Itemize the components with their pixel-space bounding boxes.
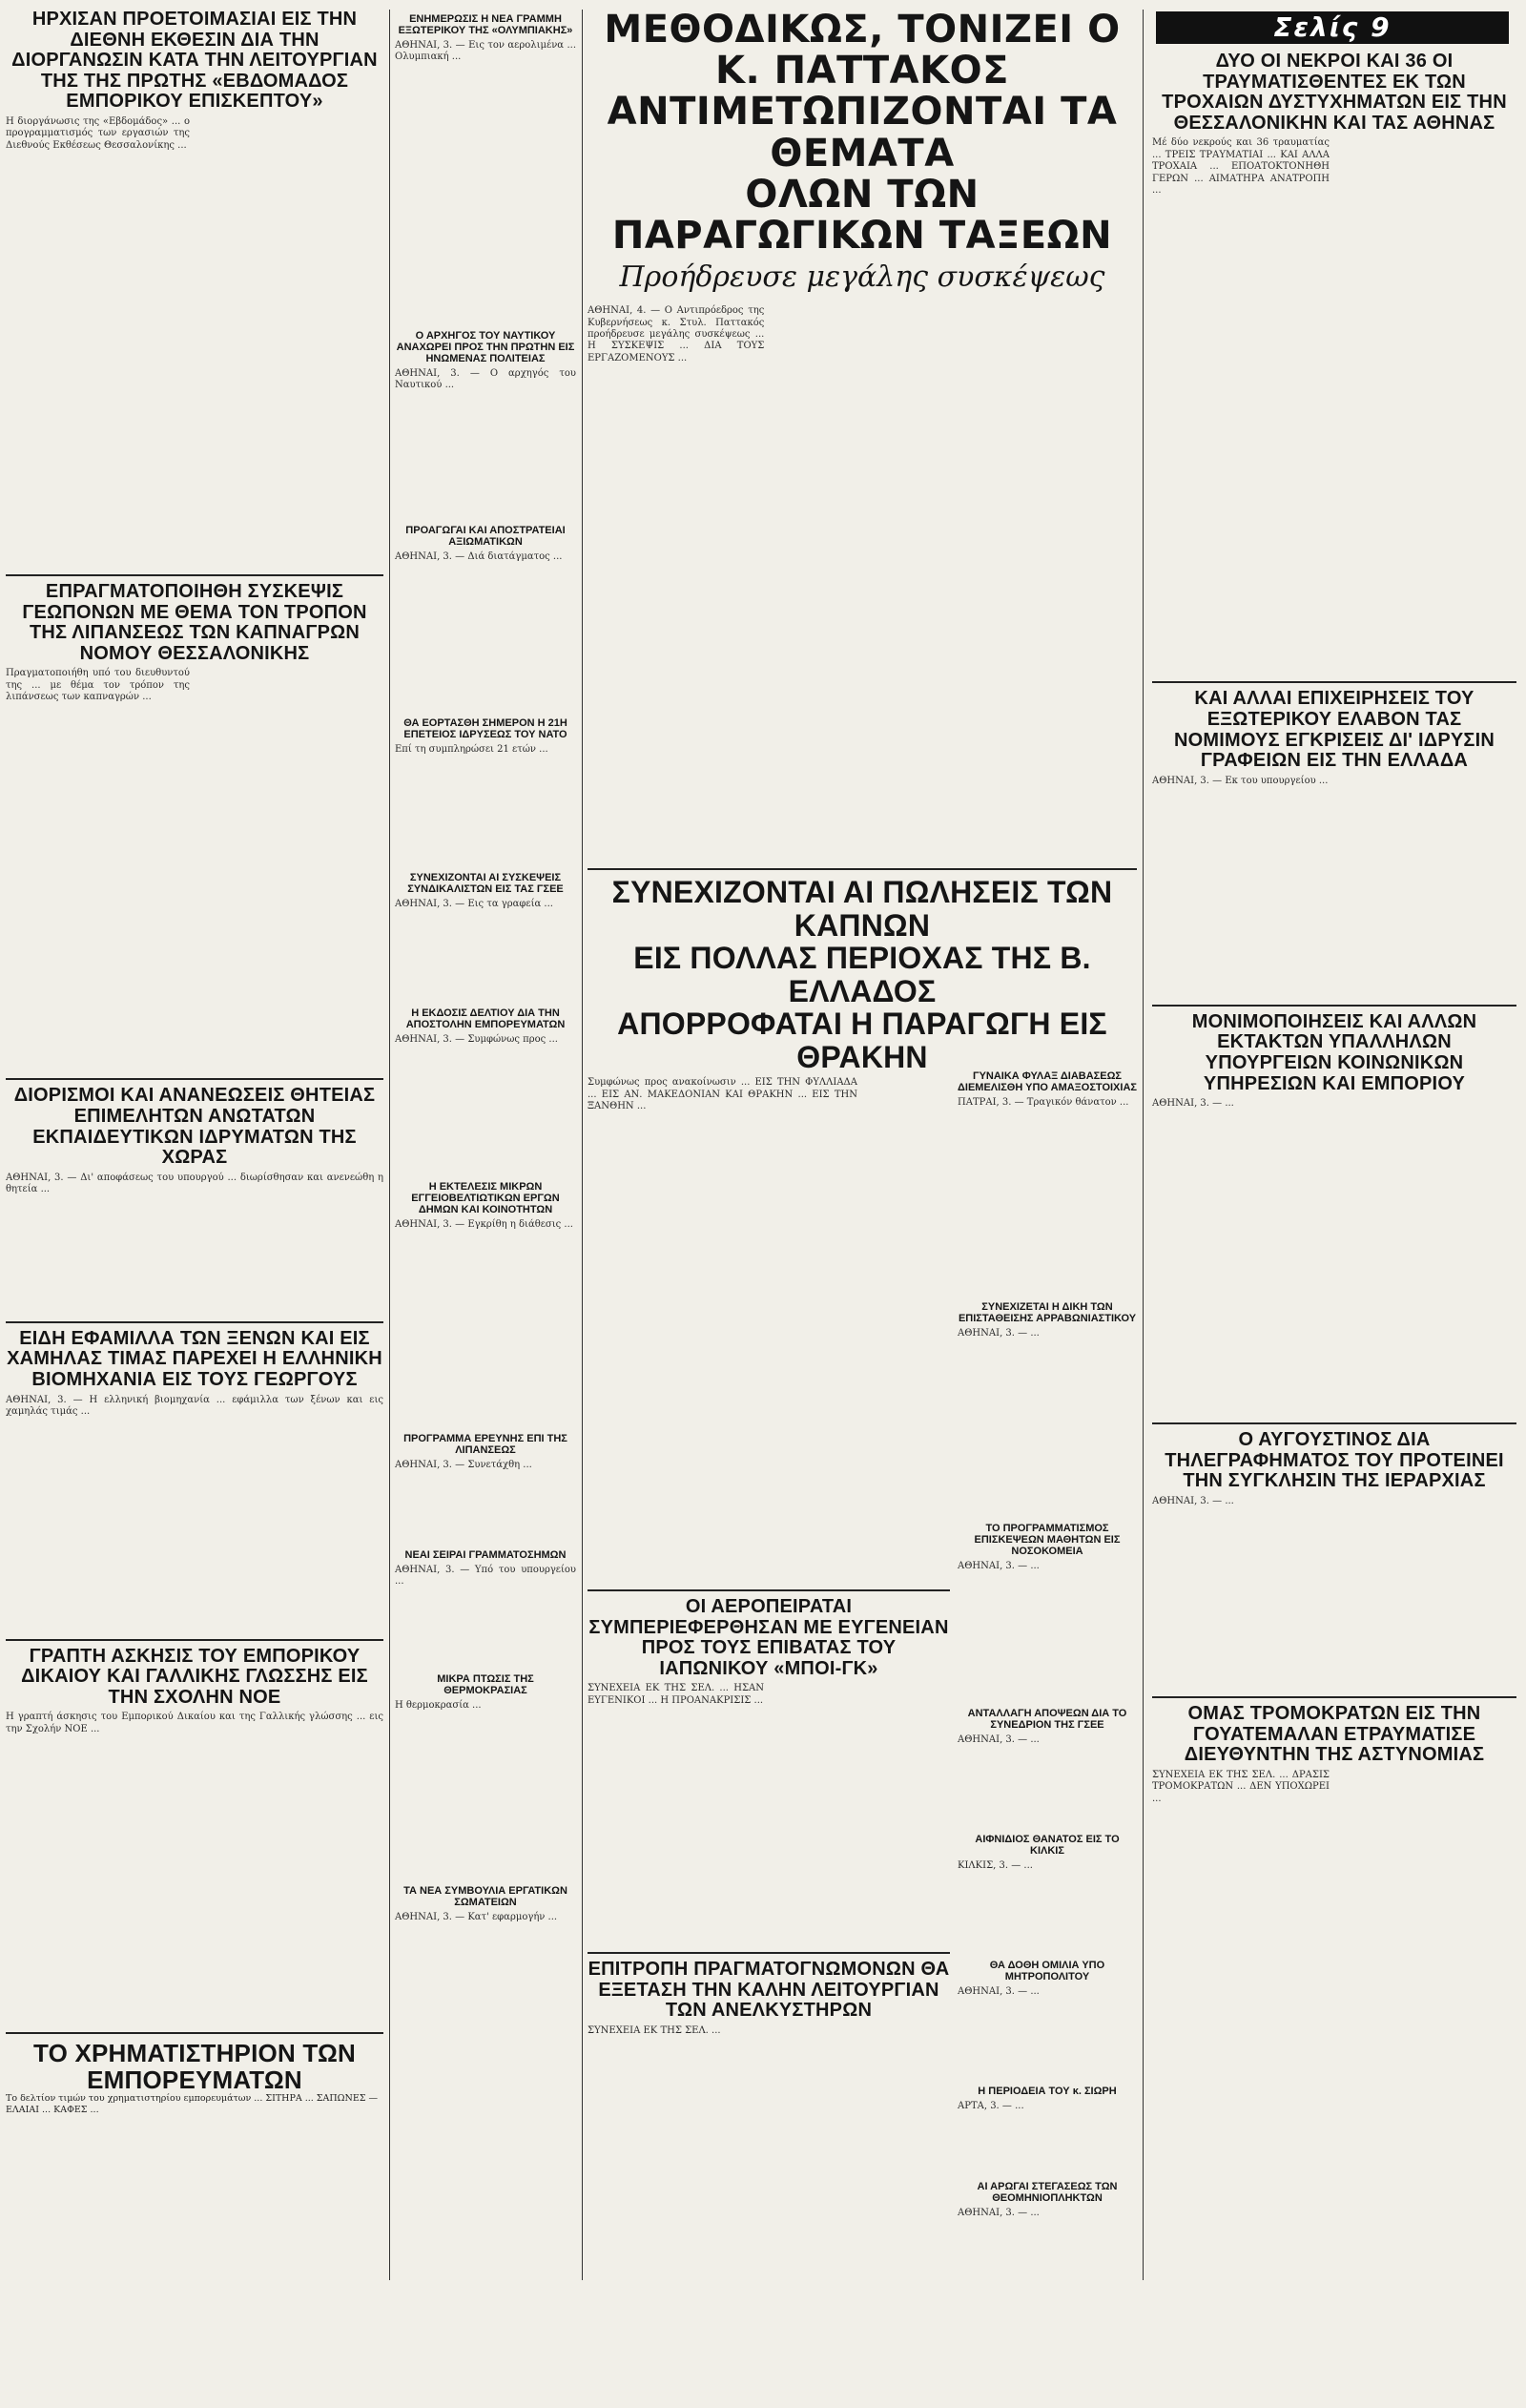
elevator-story xyxy=(588,1946,950,2287)
brief-text: Επί τη συμπληρώσει 21 ετών ... xyxy=(395,744,548,755)
article-headline: ΕΠΡΑΓΜΑΤΟΠΟΙΗΘΗ ΣΥΣΚΕΨΙΣ ΓΕΩΠΟΝΩΝ ΜΕ ΘΕΜΑ ΤΟΝ ΤΡΟΠΟΝ ΤΗΣ ΛΙΠΑΝΣΕΩΣ ΤΩΝ ΚΑΠΝΑΓΡΩΝ ΝΟΜΟΥ ΘΕΣΣΑΛΟΝΙΚΗΣ xyxy=(22,580,367,664)
brief-text: ΑΘΗΝΑΙ, 3. — ... xyxy=(958,1561,1040,1571)
brief-text: ΑΘΗΝΑΙ, 3. — ... xyxy=(958,1986,1040,1997)
lead-headline-line-2: ΑΝΤΙΜΕΤΩΠΙΖΟΝΤΑΙ ΤΑ ΘΕΜΑΤΑ xyxy=(607,90,1118,176)
lead-story xyxy=(588,10,1137,967)
article-text: Πραγματοποιήθη υπό του διευθυντού της ... με θέμα τον τρόπον της λιπάνσεως των καπναγρών ... xyxy=(6,668,190,703)
article-text xyxy=(199,116,383,565)
brief-text: ΑΘΗΝΑΙ, 3. — Εις τον αερολιμένα ... Ολυμπιακή ... xyxy=(395,40,576,63)
article-text: Η διοργάνωσις της «Εβδομάδος» ... ο προγραμματισμός των εργασιών της Διεθνούς Εκθέσεως Θεσσαλονίκης ... xyxy=(6,115,190,151)
elevator-text: ΣΥΝΕΧΕΙΑ ΕΚ ΤΗΣ ΣΕΛ. ... xyxy=(588,2024,721,2036)
brief-text: ΑΘΗΝΑΙ, 3. — ... xyxy=(958,1328,1040,1339)
brief-headline: ΝΕΑΙ ΣΕΙΡΑΙ ΓΡΑΜΜΑΤΟΣΗΜΩΝ xyxy=(404,1549,567,1561)
tobacco-headline-2: ΕΙΣ ΠΟΛΛΑΣ ΠΕΡΙΟΧΑΣ ΤΗΣ Β. ΕΛΛΑΔΟΣ xyxy=(633,941,1091,1008)
article-headline: ΜΟΝΙΜΟΠΟΙΗΣΕΙΣ ΚΑΙ ΑΛΛΩΝ ΕΚΤΑΚΤΩΝ ΥΠΑΛΛΗΛΩΝ ΥΠΟΥΡΓΕΙΩΝ ΚΟΙΝΩΝΙΚΩΝ ΥΠΗΡΕΣΙΩΝ ΚΑΙ ΕΜΠΟΡΙΟΥ xyxy=(1191,1010,1477,1094)
brief-headline: ΠΡΟΓΡΑΜΜΑ ΕΡΕΥΝΗΣ ΕΠΙ ΤΗΣ ΛΙΠΑΝΣΕΩΣ xyxy=(403,1433,567,1456)
tobacco-headline-3: ΑΠΟΡΡΟΦΑΤΑΙ Η ΠΑΡΑΓΩΓΗ ΕΙΣ ΘΡΑΚΗΝ xyxy=(617,1007,1107,1074)
lead-headline-line-3: ΟΛΩΝ ΤΩΝ ΠΑΡΑΓΩΓΙΚΩΝ ΤΑΞΕΩΝ xyxy=(611,172,1113,258)
brief-text: ΑΘΗΝΑΙ, 3. — Ο αρχηγός του Ναυτικού ... xyxy=(395,368,576,391)
elevator-text xyxy=(773,2025,950,2283)
column-rule xyxy=(582,10,583,2280)
hijack-story xyxy=(588,1584,950,1963)
article-text xyxy=(199,668,383,1069)
brief-text: ΑΘΗΝΑΙ, 3. — Συνετάχθη ... xyxy=(395,1460,532,1470)
article-headline: ΕΙΔΗ ΕΦΑΜΙΛΛΑ ΤΩΝ ΞΕΝΩΝ ΚΑΙ ΕΙΣ ΧΑΜΗΛΑΣ ΤΙΜΑΣ ΠΑΡΕΧΕΙ Η ΕΛΛΗΝΙΚΗ ΒΙΟΜΗΧΑΝΙΑ ΕΙΣ ΤΟΥΣ ΓΕΩΡΓΟΥΣ xyxy=(7,1327,382,1390)
brief-text: ΑΡΤΑ, 3. — ... xyxy=(958,2101,1024,2111)
brief-text: ΑΘΗΝΑΙ, 3. — Κατ' εφαρμογήν ... xyxy=(395,1912,558,1922)
lead-headline-line-1: ΜΕΘΟΔΙΚΩΣ, ΤΟΝΙΖΕΙ Ο Κ. ΠΑΤΤΑΚΟΣ xyxy=(604,8,1121,93)
brief-text: ΑΘΗΝΑΙ, 3. — ... xyxy=(958,2208,1040,2218)
column-rule xyxy=(389,10,390,2280)
lead-text: ΑΘΗΝΑΙ, 4. — Ο Αντιπρόεδρος της Κυβερνήσεως κ. Στυλ. Παττακός προήδρευσε μεγάλης συσκέψεως ... Η ΣΥΣΚΕΨΙΣ ... ΔΙΑ ΤΟΥΣ ΕΡΓΑΖΟΜΕΝΟΥΣ ... xyxy=(588,305,765,363)
article-headline: ΔΙΟΡΙΣΜΟΙ ΚΑΙ ΑΝΑΝΕΩΣΕΙΣ ΘΗΤΕΙΑΣ ΕΠΙΜΕΛΗΤΩΝ ΑΝΩΤΑΤΩΝ ΕΚΠΑΙΔΕΥΤΙΚΩΝ ΙΔΡΥΜΑΤΩΝ ΤΗΣ ΧΩΡΑΣ xyxy=(13,1085,376,1169)
article-text: ΑΘΗΝΑΙ, 3. — Η ελληνική βιομηχανία ... εφάμιλλα των ξένων και εις χαμηλάς τιμάς ... xyxy=(6,1394,383,1417)
hijack-text xyxy=(773,1683,950,1960)
article-text xyxy=(1339,776,1516,995)
tobacco-text: Συμφώνως προς ανακοίνωσιν ... ΕΙΣ ΤΗΝ ΦΥΛΛΙΑΔΑ ... ΕΙΣ ΑΝ. ΜΑΚΕΔΟΝΙΑΝ ΚΑΙ ΘΡΑΚΗΝ ... ΕΙΣ ΤΗΝ ΞΑΝΘΗΝ ... xyxy=(588,1077,857,1112)
brief-headline: Η ΕΚΤΕΛΕΣΙΣ ΜΙΚΡΩΝ ΕΓΓΕΙΟΒΕΛΤΙΩΤΙΚΩΝ ΕΡΓΩΝ ΔΗΜΩΝ ΚΑΙ ΚΟΙΝΟΤΗΤΩΝ xyxy=(411,1181,560,1215)
brief-headline: Η ΠΕΡΙΟΔΕΙΑ ΤΟΥ κ. ΣΙΩΡΗ xyxy=(978,2086,1117,2097)
brief-text: ΠΑΤΡΑΙ, 3. — Τραγικόν θάνατον ... xyxy=(958,1097,1129,1108)
brief-headline: ΕΝΗΜΕΡΩΣΙΣ Η ΝΕΑ ΓΡΑΜΜΗ ΕΞΩΤΕΡΙΚΟΥ ΤΗΣ «ΟΛΥΜΠΙΑΚΗΣ» xyxy=(398,13,573,36)
brief-headline: ΑΙΦΝΙΔΙΟΣ ΘΑΝΑΤΟΣ ΕΙΣ ΤΟ ΚΙΛΚΙΣ xyxy=(975,1834,1120,1857)
brief-headline: ΤΑ ΝΕΑ ΣΥΜΒΟΥΛΙΑ ΕΡΓΑΤΙΚΩΝ ΣΩΜΑΤΕΙΩΝ xyxy=(403,1885,567,1908)
brief-headline: ΤΟ ΠΡΟΓΡΑΜΜΑΤΙΣΜΟΣ ΕΠΙΣΚΕΨΕΩΝ ΜΑΘΗΤΩΝ ΕΙΣ ΝΟΣΟΚΟΜΕΙΑ xyxy=(974,1523,1121,1557)
hijack-text: ΣΥΝΕΧΕΙΑ ΕΚ ΤΗΣ ΣΕΛ. ... ΗΣΑΝ ΕΥΓΕΝΙΚΟΙ ... Η ΠΡΟΑΝΑΚΡΙΣΙΣ ... xyxy=(588,1683,764,1706)
briefs-column-right xyxy=(958,1067,1137,2326)
article-text: ΑΘΗΝΑΙ, 3. — Εκ του υπουργείου ... xyxy=(1152,775,1329,786)
brief-headline: ΓΥΝΑΙΚΑ ΦΥΛΑΞ ΔΙΑΒΑΣΕΩΣ ΔΙΕΜΕΛΙΣΘΗ ΥΠΟ ΑΜΑΞΟΣΤΟΙΧΙΑΣ xyxy=(958,1070,1137,1093)
tobacco-headline-1: ΣΥΝΕΧΙΖΟΝΤΑΙ ΑΙ ΠΩΛΗΣΕΙΣ ΤΩΝ ΚΑΠΝΩΝ xyxy=(611,875,1113,943)
brief-headline: ΑΙ ΑΡΩΓΑΙ ΣΤΕΓΑΣΕΩΣ ΤΩΝ ΘΕΟΜΗΝΙΟΠΛΗΚΤΩΝ xyxy=(977,2181,1118,2204)
lead-subheadline: Προήδρευσε μεγάλης συσκέψεως xyxy=(619,260,1105,295)
article-text: Μέ δύο νεκρούς και 36 τραυματίας ... ΤΡΕΙΣ ΤΡΑΥΜΑΤΙΑΙ ... ΚΑΙ ΑΛΛΑ ΤΡΟΧΑΙΑ ... ΕΠΟΑΤΟΚΤΟΝΗΘΗ ΓΕΡΩΝ ... ΑΙΜΑΤΗΡΑ ΑΝΑΤΡΟΠΗ ... xyxy=(1152,137,1330,196)
brief-headline: ΑΝΤΑΛΛΑΓΗ ΑΠΟΨΕΩΝ ΔΙΑ ΤΟ ΣΥΝΕΔΡΙΟΝ ΤΗΣ ΓΣΕΕ xyxy=(967,1708,1127,1731)
article-text: ΑΘΗΝΑΙ, 3. — Δι' αποφάσεως του υπουργού ... διωρίσθησαν και ανενεώθη η θητεία ... xyxy=(6,1172,383,1195)
article-text: Η γραπτή άσκησις του Εμπορικού Δικαίου και της Γαλλικής γλώσσης ... εις την Σχολήν ΝΟΕ ... xyxy=(6,1712,383,1734)
hijack-headline: ΟΙ ΑΕΡΟΠΕΙΡΑΤΑΙ ΣΥΜΠΕΡΙΕΦΕΡΘΗΣΑΝ ΜΕ ΕΥΓΕΝΕΙΑΝ ΠΡΟΣ ΤΟΥΣ ΕΠΙΒΑΤΑΣ ΤΟΥ ΙΑΠΩΝΙΚΟΥ «ΜΠΟΙ-ΓΚ» xyxy=(588,1596,949,1679)
right-column xyxy=(1152,52,1516,2212)
brief-headline: ΣΥΝΕΧΙΖΟΝΤΑΙ ΑΙ ΣΥΣΚΕΨΕΙΣ ΣΥΝΔΙΚΑΛΙΣΤΩΝ ΕΙΣ ΤΑΣ ΓΣΕΕ xyxy=(407,872,564,895)
brief-headline: ΘΑ ΔΟΘΗ ΟΜΙΛΙΑ ΥΠΟ ΜΗΤΡΟΠΟΛΙΤΟΥ xyxy=(989,1960,1105,1982)
brief-headline: ΣΥΝΕΧΙΖΕΤΑΙ Η ΔΙΚΗ ΤΩΝ ΕΠΙΣΤΑΘΕΙΣΗΣ ΑΡΡΑΒΩΝΙΑΣΤΙΚΟΥ xyxy=(958,1301,1137,1324)
brief-text: ΑΘΗΝΑΙ, 3. — ... xyxy=(958,1734,1040,1745)
article-headline: ΚΑΙ ΑΛΛΑΙ ΕΠΙΧΕΙΡΗΣΕΙΣ ΤΟΥ ΕΞΩΤΕΡΙΚΟΥ ΕΛΑΒΟΝ ΤΑΣ ΝΟΜΙΜΟΥΣ ΕΓΚΡΙΣΕΙΣ ΔΙ' ΙΔΡΥΣΙΝ ΓΡΑΦΕΙΩΝ ΕΙΣ ΤΗΝ ΕΛΛΑΔΑ xyxy=(1173,688,1495,772)
article-text xyxy=(1339,1770,1516,2209)
brief-headline: ΜΙΚΡΑ ΠΤΩΣΙΣ ΤΗΣ ΘΕΡΜΟΚΡΑΣΙΑΣ xyxy=(437,1673,534,1696)
left-column xyxy=(6,10,383,2408)
page-section-label: Σελίς 9 xyxy=(1156,11,1509,44)
brief-text: ΚΙΛΚΙΣ, 3. — ... xyxy=(958,1860,1033,1871)
article-text: ΑΘΗΝΑΙ, 3. — ... xyxy=(1152,1098,1234,1110)
brief-headline: Η ΕΚΔΟΣΙΣ ΔΕΛΤΙΟΥ ΔΙΑ ΤΗΝ ΑΠΟΣΤΟΛΗΝ ΕΜΠΟΡΕΥΜΑΤΩΝ xyxy=(405,1007,566,1030)
elevator-headline: ΕΠΙΤΡΟΠΗ ΠΡΑΓΜΑΤΟΓΝΩΜΟΝΩΝ ΘΑ ΕΞΕΤΑΣΗ ΤΗΝ ΚΑΛΗΝ ΛΕΙΤΟΥΡΓΙΑΝ ΤΩΝ ΑΝΕΛΚΥΣΤΗΡΩΝ xyxy=(588,1959,950,2022)
brief-text: ΑΘΗΝΑΙ, 3. — Συμφώνως προς ... xyxy=(395,1034,558,1045)
brief-text: ΑΘΗΝΑΙ, 3. — Υπό του υπουργείου ... xyxy=(395,1565,576,1588)
brief-headline: Ο ΑΡΧΗΓΟΣ ΤΟΥ ΝΑΥΤΙΚΟΥ ΑΝΑΧΩΡΕΙ ΠΡΟΣ ΤΗΝ ΠΡΩΤΗΝ ΕΙΣ ΗΝΩΜΕΝΑΣ ΠΟΛΙΤΕΙΑΣ xyxy=(396,330,575,364)
article-text: ΣΥΝΕΧΕΙΑ ΕΚ ΤΗΣ ΣΕΛ. ... ΔΡΑΣΙΣ ΤΡΟΜΟΚΡΑΤΩΝ ... ΔΕΝ ΥΠΟΧΩΡΕΙ ... xyxy=(1152,1769,1330,1804)
brief-text: Η θερμοκρασία ... xyxy=(395,1700,482,1711)
article-headline: ΓΡΑΠΤΗ ΑΣΚΗΣΙΣ ΤΟΥ ΕΜΠΟΡΙΚΟΥ ΔΙΚΑΙΟΥ ΚΑΙ ΓΑΛΛΙΚΗΣ ΓΛΩΣΣΗΣ ΕΙΣ ΤΗΝ ΣΧΟΛΗΝ ΝΟΕ xyxy=(21,1645,368,1708)
article-text xyxy=(1339,1496,1516,1687)
brief-text: ΑΘΗΝΑΙ, 3. — Διά διατάγματος ... xyxy=(395,551,563,562)
brief-headline: ΘΑ ΕΟΡΤΑΣΘΗ ΣΗΜΕΡΟΝ Η 21Η ΕΠΕΤΕΙΟΣ ΙΔΡΥΣΕΩΣ ΤΟΥ ΝΑΤΟ xyxy=(403,717,567,740)
column-rule xyxy=(1143,10,1144,2280)
brief-text: ΑΘΗΝΑΙ, 3. — Εγκρίθη η διάθεσις ... xyxy=(395,1219,573,1230)
brief-headline: ΠΡΟΑΓΩΓΑΙ ΚΑΙ ΑΠΟΣΤΡΑΤΕΙΑΙ ΑΞΙΩΜΑΤΙΚΩΝ xyxy=(405,525,566,548)
article-text xyxy=(1339,137,1516,672)
article-text: ΑΘΗΝΑΙ, 3. — ... xyxy=(1152,1495,1234,1506)
article-headline: ΤΟ ΧΡΗΜΑΤΙΣΤΗΡΙΟΝ ΤΩΝ ΕΜΠΟΡΕΥΜΑΤΩΝ xyxy=(33,2039,356,2095)
briefs-column xyxy=(395,10,576,2087)
article-headline: ΟΜΑΣ ΤΡΟΜΟΚΡΑΤΩΝ ΕΙΣ ΤΗΝ ΓΟΥΑΤΕΜΑΛΑΝ ΕΤΡΑΥΜΑΤΙΣΕ ΔΙΕΥΘΥΝΤΗΝ ΤΗΣ ΑΣΤΥΝΟΜΙΑΣ xyxy=(1184,1702,1485,1766)
article-headline: ΗΡΧΙΣΑΝ ΠΡΟΕΤΟΙΜΑΣΙΑΙ ΕΙΣ ΤΗΝ ΔΙΕΘΝΗ ΕΚΘΕΣΙΝ ΔΙΑ ΤΗΝ ΔΙΟΡΓΑΝΩΣΙΝ ΚΑΤΑ ΤΗΝ ΛΕΙΤΟΥΡΓΙΑΝ ΤΗΣ ΤΗΣ ΠΡΩΤΗΣ «ΕΒΔΟΜΑΔΟΣ ΕΜΠΟΡΙΚΟΥ ΕΠΙΣΚΕΠΤΟΥ» xyxy=(11,9,378,113)
article-text xyxy=(1339,1098,1516,1413)
market-listing: Το δελτίον τιμών του χρηματιστηρίου εμπορευμάτων ... ΣΙΤΗΡΑ ... ΣΑΠΩΝΕΣ — ΕΛΑΙΑΙ ... ΚΑΦΕΣ ... xyxy=(6,2093,379,2115)
article-headline: ΔΥΟ ΟΙ ΝΕΚΡΟΙ ΚΑΙ 36 ΟΙ ΤΡΑΥΜΑΤΙΣΘΕΝΤΕΣ ΕΚ ΤΩΝ ΤΡΟΧΑΙΩΝ ΔΥΣΤΥΧΗΜΑΤΩΝ ΕΙΣ ΤΗΝ ΘΕΣΣΑΛΟΝΙΚΗΝ ΚΑΙ ΤΑΣ ΑΘΗΝΑΣ xyxy=(1162,51,1507,134)
brief-text: ΑΘΗΝΑΙ, 3. — Εις τα γραφεία ... xyxy=(395,899,553,909)
article-headline: Ο ΑΥΓΟΥΣΤΙΝΟΣ ΔΙΑ ΤΗΛΕΓΡΑΦΗΜΑΤΟΣ ΤΟΥ ΠΡΟΤΕΙΝΕΙ ΤΗΝ ΣΥΓΚΛΗΣΙΝ ΤΗΣ ΙΕΡΑΡΧΙΑΣ xyxy=(1165,1429,1504,1492)
